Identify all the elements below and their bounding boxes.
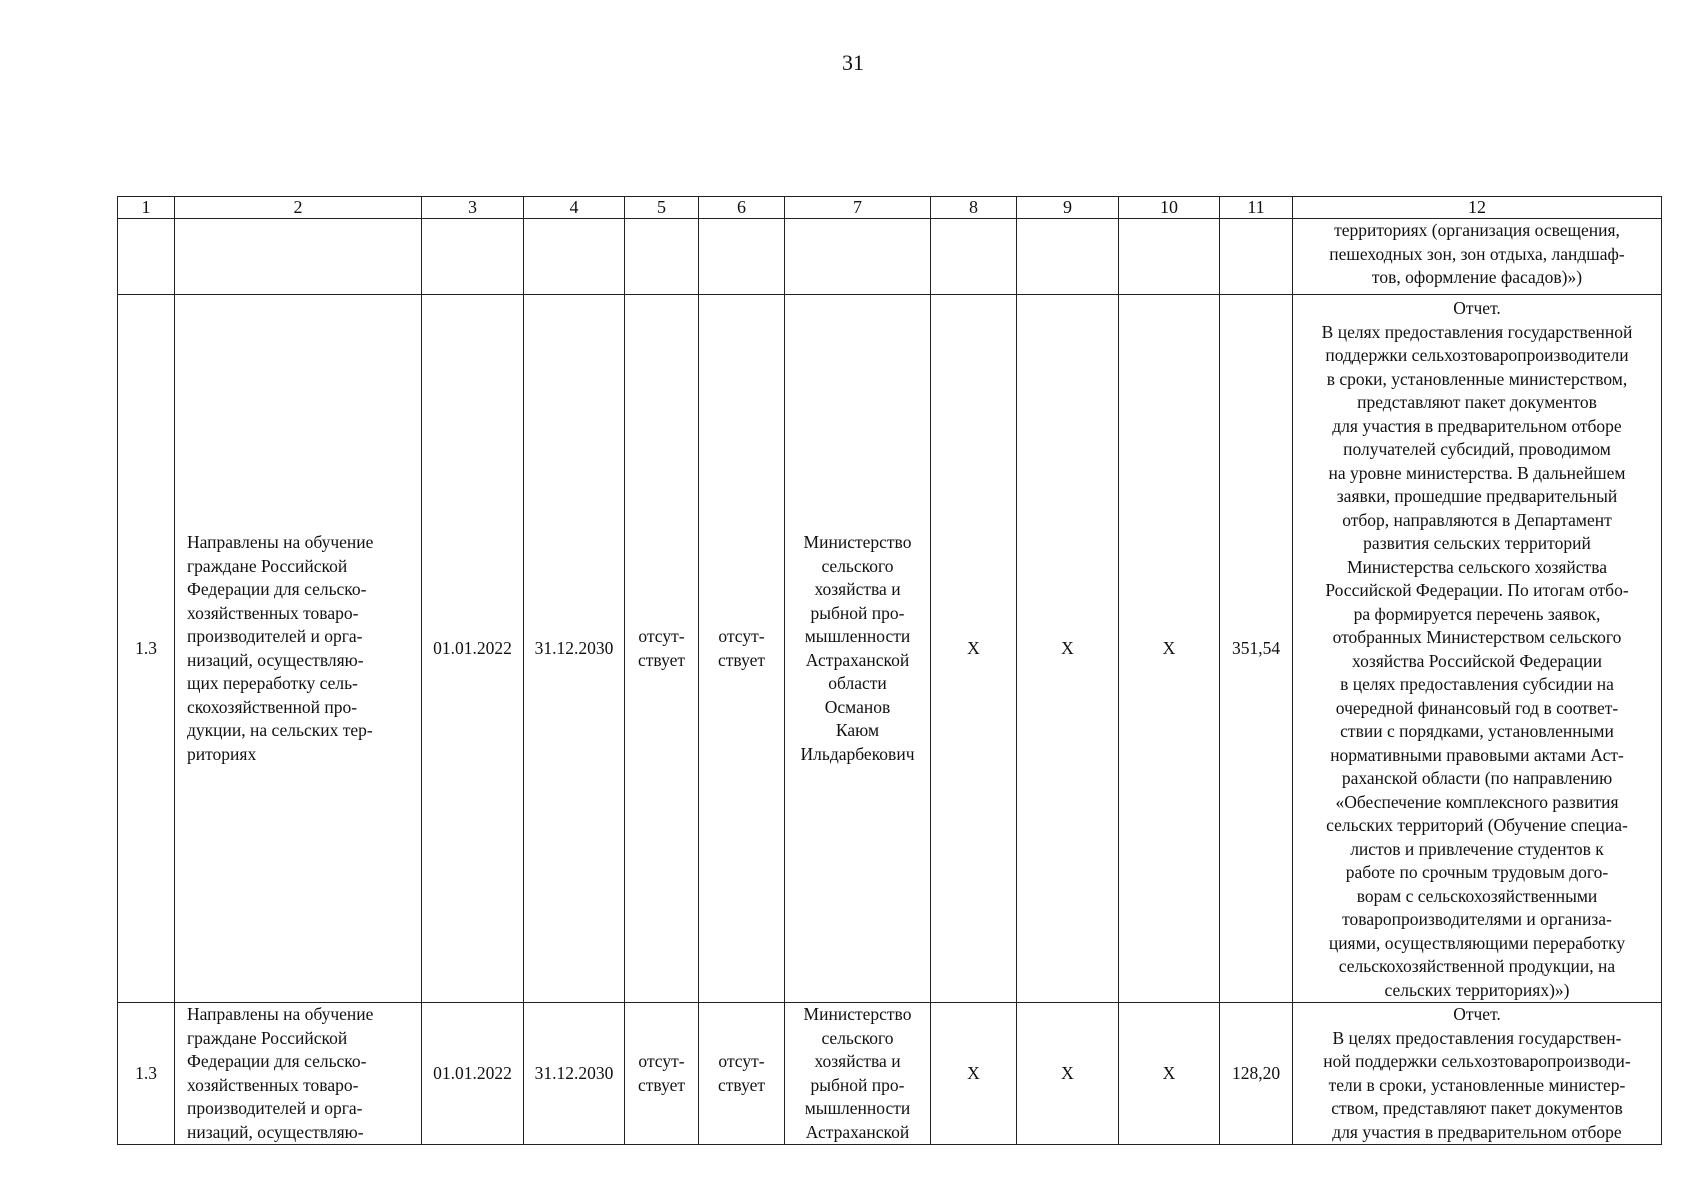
col8-cell: Х <box>931 1003 1017 1145</box>
report-table <box>117 196 1662 1145</box>
header-cell-2: 2 <box>175 197 422 219</box>
start-date-cell: 01.01.2022 <box>422 1003 524 1145</box>
row-number: 1.3 <box>118 1003 175 1145</box>
empty-cell <box>931 219 1017 295</box>
col6-cell: отсут- ствует <box>699 295 785 1003</box>
amount-cell: 128,20 <box>1220 1003 1293 1145</box>
empty-cell <box>175 219 422 295</box>
header-cell-8: 8 <box>931 197 1017 219</box>
empty-cell <box>699 219 785 295</box>
description-cell: Направлены на обучение граждане Российской Федерации для сельско- хозяйственных товаро- производителей и орга- низаций, осуществляю- щих переработку сель- скохозяйственной про- дукции, на сельских тер- риториях <box>175 295 422 1003</box>
table-row <box>118 1003 1662 1145</box>
description-cell: Направлены на обучение граждане Российской Федерации для сельско- хозяйственных товаро- производителей и орга- низаций, осуществляю- <box>175 1003 422 1145</box>
empty-cell <box>785 219 931 295</box>
empty-cell <box>1017 219 1119 295</box>
header-cell-3: 3 <box>422 197 524 219</box>
header-cell-7: 7 <box>785 197 931 219</box>
empty-cell <box>422 219 524 295</box>
organization-cell: Министерство сельского хозяйства и рыбной про- мышленности Астраханской <box>785 1003 931 1145</box>
col8-cell: Х <box>931 295 1017 1003</box>
row-number: 1.3 <box>118 295 175 1003</box>
header-cell-4: 4 <box>524 197 625 219</box>
header-cell-5: 5 <box>625 197 699 219</box>
header-cell-6: 6 <box>699 197 785 219</box>
end-date-cell: 31.12.2030 <box>524 295 625 1003</box>
header-cell-12: 12 <box>1293 197 1662 219</box>
empty-cell <box>625 219 699 295</box>
header-cell-11: 11 <box>1220 197 1293 219</box>
col5-cell: отсут- ствует <box>625 295 699 1003</box>
notes-cell: территориях (организация освещения, пешеходных зон, зон отдыха, ландшаф- тов, оформление фасадов)») <box>1293 219 1662 295</box>
page-number: 31 <box>842 50 864 75</box>
col5-cell: отсут- ствует <box>625 1003 699 1145</box>
notes-cell: Отчет. В целях предоставления государствен- ной поддержки сельхозтоваропроизводи- тели в сроки, установленные министер- ством, представляют пакет документов для участия в предварительном отборе <box>1293 1003 1662 1145</box>
empty-cell <box>118 219 175 295</box>
organization-cell: Министерство сельского хозяйства и рыбной про- мышленности Астраханской области Османов Каюм Ильдарбекович <box>785 295 931 1003</box>
col9-cell: Х <box>1017 1003 1119 1145</box>
col10-cell: Х <box>1119 1003 1220 1145</box>
empty-cell <box>524 219 625 295</box>
header-cell-1: 1 <box>118 197 175 219</box>
notes-cell: Отчет. В целях предоставления государственной поддержки сельхозтоваропроизводители в сроки, установленные министерством, представляют пакет документов для участия в предварительном отборе получателей субсидий, проводимом на уровне министерства. В дальнейшем заявки, прошедшие предварительный отбор, направляются в Департамент развития сельских территорий Министерства сельского хозяйства Российской Федерации. По итогам отбо- ра формируется перечень заявок, отобранных Министерством сельского хозяйства Российской Федерации в целях предоставления субсидии на очередной финансовый год в соответ- ствии с порядками, установленными нормативными правовыми актами Аст- раханской области (по направлению «Обеспечение комплексного развития сельских территорий (Обучение специа- листов и привлечение студентов к работе по срочным трудовым дого- ворам с сельскохозяйственными товаропроизводителями и организа- циями, осуществляющими переработку сельскохозяйственной продукции, на сельских территориях)») <box>1293 295 1662 1003</box>
amount-cell: 351,54 <box>1220 295 1293 1003</box>
continuation-row <box>118 219 1662 295</box>
header-row <box>118 197 1662 219</box>
end-date-cell: 31.12.2030 <box>524 1003 625 1145</box>
col9-cell: Х <box>1017 295 1119 1003</box>
empty-cell <box>1119 219 1220 295</box>
header-cell-10: 10 <box>1119 197 1220 219</box>
col6-cell: отсут- ствует <box>699 1003 785 1145</box>
col10-cell: Х <box>1119 295 1220 1003</box>
empty-cell <box>1220 219 1293 295</box>
table-row <box>118 295 1662 1003</box>
header-cell-9: 9 <box>1017 197 1119 219</box>
start-date-cell: 01.01.2022 <box>422 295 524 1003</box>
